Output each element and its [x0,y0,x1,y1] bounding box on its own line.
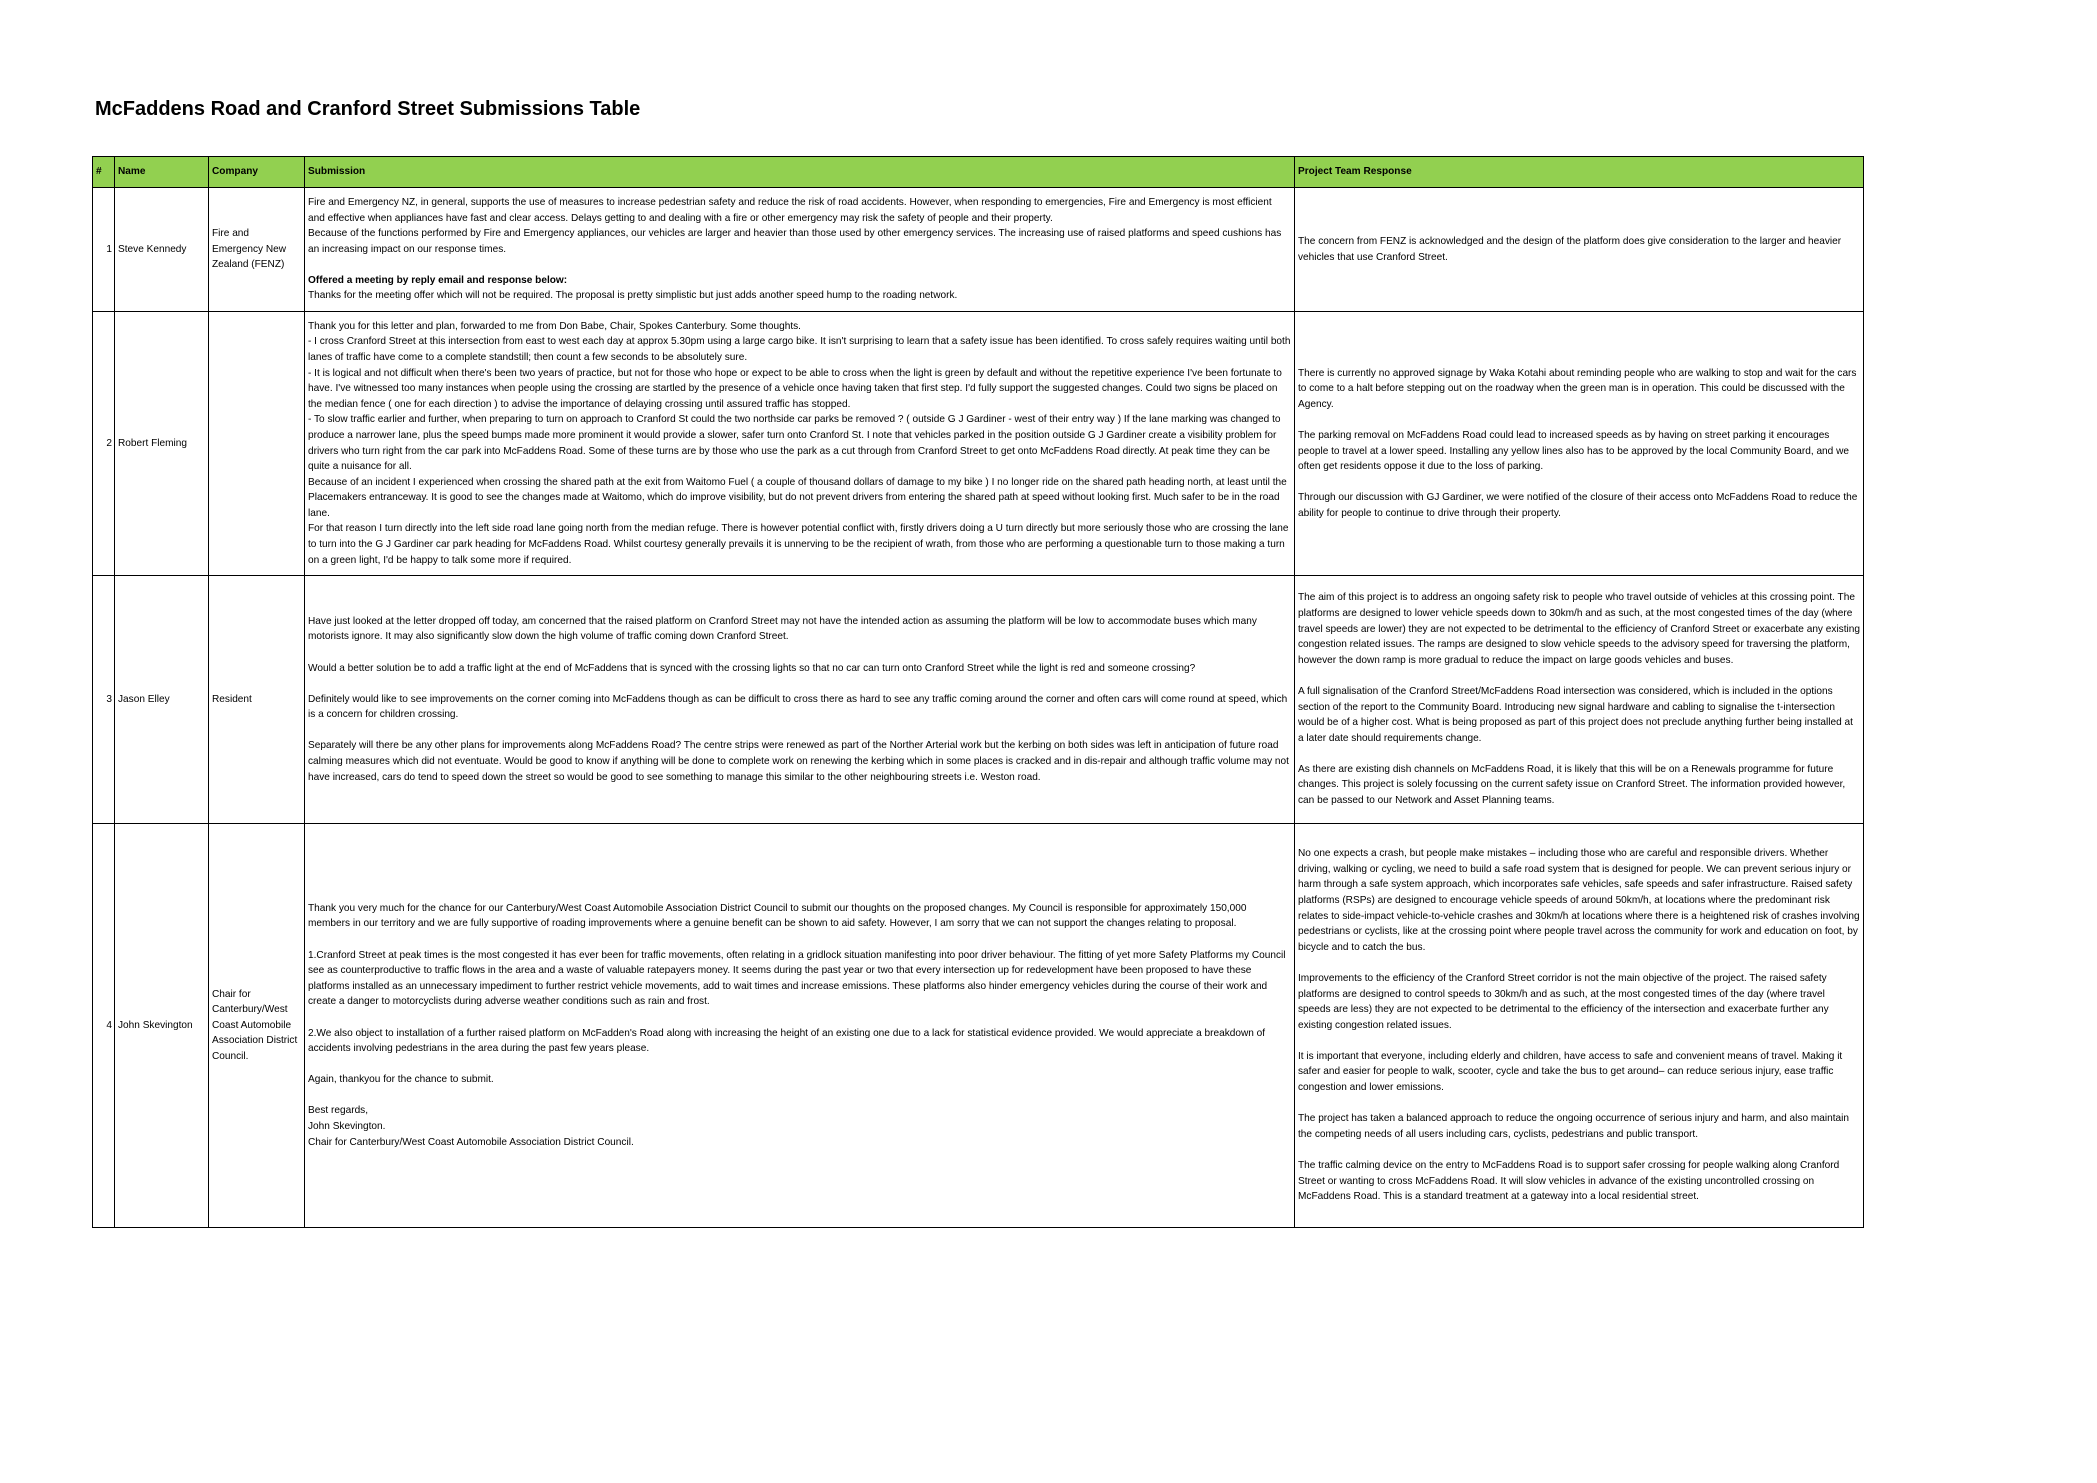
header-company: Company [209,157,305,188]
submission-paragraph: 2.We also object to installation of a further raised platform on McFadden's Road along with increasing the height of an existing one due to a lack for statistical evidence provided. We would appreciate a breakdown of accidents involving pedestrians in the area during the past few years please. [308,1027,1266,1055]
submission-paragraph: Offered a meeting by reply email and response below: [308,274,568,286]
submission-paragraph: 1.Cranford Street at peak times is the most congested it has ever been for traffic movements, often relating in a gridlock situation manifesting into poor driver behaviour. The fitting of yet more Safety Platforms my Council see as counterproductive to traffic flows in the area and a waste of valuable ratepayers money. It seems during the past year or two that every intersection up for redevelopment have been proposed to have these platforms installed as an unnecessary impediment to further restrict vehicle movements, add to wait times and increase emissions. These platforms also hinder emergency vehicles during the course of their work and create a danger to motorcyclists during adverse weather conditions such as rain and frost. [308,949,1286,1008]
submission-paragraph: Because of the functions performed by Fire and Emergency appliances, our vehicles are larger and heavier than those used by other emergency services. The increasing use of raised platforms and speed cushions has an increasing impact on our response times. [308,228,1282,255]
submitter-company: Resident [209,576,305,824]
response-paragraph: It is important that everyone, including elderly and children, have access to safe and convenient means of travel. Making it safer and easier for people to walk, scooter, cycle and take the bus to get around– can reduce serious injury, ease traffic congestion and lower emissions. [1298,1050,1843,1094]
submission-paragraph: For that reason I turn directly into the left side road lane going north from the median refuge. There is however potential conflict with, firstly drivers doing a U turn directly but more seriously those who are crossing the lane to turn into the G J Gardiner car park heading for McFaddens Road. Whilst courtesy generally prevails it is unnerving to be the recipient of wrath, from those who are performing a questionable turn to those making a turn on a green light, I'd be happy to talk some more if required. [308,523,1289,566]
response-paragraph: A full signalisation of the Cranford Street/McFaddens Road intersection was considered, which is included in the options section of the report to the Community Board. Introducing new signal hardware and cabling to signalise the t-intersection would be of a higher cost. What is being proposed as part of this project does not preclude anything further being installed at a later date should requirements change. [1298,685,1853,744]
submitter-company: Chair for Canterbury/West Coast Automobile Association District Council. [209,824,305,1228]
header-name: Name [115,157,209,188]
row-number: 3 [93,576,115,824]
submitter-company [209,312,305,576]
response-paragraph: The traffic calming device on the entry to McFaddens Road is to support safer crossing for people walking along Cranford Street or wanting to cross McFaddens Road. It will slow vehicles in advance of the existing uncontrolled crossing on McFaddens Road. This is a standard treatment at a gateway into a local residential street. [1298,1160,1840,1203]
response-text [1295,576,1864,824]
response-paragraph: There is currently no approved signage by Waka Kotahi about reminding people who are walking to stop and wait for the cars to come to a halt before stepping out on the roadway when the green man is in operation. This could be discussed with the Agency. [1298,367,1857,410]
document-title: McFaddens Road and Cranford Street Submissions Table [95,98,641,120]
submission-paragraph: Fire and Emergency NZ, in general, supports the use of measures to increase pedestrian safety and reduce the risk of road accidents. However, when responding to emergencies, Fire and Emergency is most efficient and effective when appliances have fast and clear access. Delays getting to and dealing with a fire or other emergency may risk the safety of people and their property. [308,196,1272,224]
response-paragraph: The concern from FENZ is acknowledged and the design of the platform does give consideration to the larger and heavier vehicles that use Cranford Street. [1298,235,1842,263]
submission-text [305,824,1295,1228]
row-number: 2 [93,312,115,576]
table-row [93,824,1864,1228]
submission-paragraph: Because of an incident I experienced when crossing the shared path at the exit from Waitomo Fuel ( a couple of thousand dollars of damage to my bike ) I no longer ride on the shared path heading north, at least until the Placemakers entranceway. It is good to see the changes made at Waitomo, which do improve visibility, but do not prevent drivers from entering the shared path at speed without looking first. Much safer to be in the road lane. [308,476,1287,519]
response-paragraph: The aim of this project is to address an ongoing safety risk to people who travel outside of vehicles at this crossing point. The platforms are designed to lower vehicle speeds down to 30km/h and as such, at the most congested times of the day (where travel speeds are lower) they are not expected to be detrimental to the efficiency of Cranford Street or exacerbate any existing congestion related issues. The ramps are designed to slow vehicle speeds to the advisory speed for traversing the platform, however the down ramp is more gradual to reduce the impact on large goods vehicles and buses. [1298,592,1861,666]
response-paragraph: Improvements to the efficiency of the Cranford Street corridor is not the main objective of the project. The raised safety platforms are designed to control speeds to 30km/h and as such, at the most congested times of the day (where travel speeds are less) they are not expected to be detrimental to the efficiency of the intersection and exacerbate further any existing congestion related issues. [1298,972,1829,1031]
submission-paragraph: Would a better solution be to add a traffic light at the end of McFaddens that is synced with the crossing lights so that no car can turn onto Cranford Street while the light is red and someone crossing? [308,662,1196,674]
submitter-name: Steve Kennedy [115,188,209,312]
submission-text [305,188,1295,312]
submission-paragraph: - It is logical and not difficult when there's been two years of practice, but not for those who hope or expect to be able to cross when the light is green by default and without the repetitive experience I've been fortunate to have. I've witnessed too many instances when people using the crossing are startled by the presence of a vehicle once having taken that first step. I'd fully support the suggested changes. Could two signs be placed on the median fence ( one for each direction ) to advise the importance of delaying crossing until assured traffic has stopped. [308,367,1282,410]
submission-paragraph: Thank you for this letter and plan, forwarded to me from Don Babe, Chair, Spokes Canterbury. Some thoughts. [308,320,801,332]
row-number: 4 [93,824,115,1228]
submission-paragraph: Separately will there be any other plans for improvements along McFaddens Road? The centre strips were renewed as part of the Norther Arterial work but the kerbing on both sides was left in anticipation of future road calming measures which did not eventuate. Would be good to know if anything will be done to complete work on renewing the kerbing which in some places is cracked and in dis-repair and although traffic volume may not have increased, cars do tend to speed down the street so would be good to see something to manage this similar to the other neighbouring streets i.e. Weston road. [308,740,1289,783]
submissions-table [92,156,1864,1228]
row-number: 1 [93,188,115,312]
response-text [1295,312,1864,576]
submission-paragraph: Chair for Canterbury/West Coast Automobile Association District Council. [308,1136,634,1148]
response-text [1295,824,1864,1228]
header-row [93,157,1864,188]
submission-paragraph: Again, thankyou for the chance to submit. [308,1074,494,1086]
submitter-name: John Skevington [115,824,209,1228]
table-row [93,576,1864,824]
submission-paragraph: - To slow traffic earlier and further, when preparing to turn on approach to Cranford St could the two northside car parks be removed ? ( outside G J Gardiner - west of their entry way ) If the lane marking was changed to produce a narrower lane, plus the speed bumps made more prominent it would provide a slower, safer turn onto Cranford St. I note that vehicles parked in the position outside G J Gardiner create a visibility problem for drivers who turn right from the car park into McFaddens Road. Some of these turns are by those who use the park as a cut through from Cranford Street to get onto McFaddens Road directly. At peak time they can be quite a nuisance for all. [308,414,1281,473]
submitter-company: Fire and Emergency New Zealand (FENZ) [209,188,305,312]
header-number: # [93,157,115,188]
header-submission: Submission [305,157,1295,188]
submission-paragraph: Thank you very much for the chance for our Canterbury/West Coast Automobile Association District Council to submit our thoughts on the proposed changes. My Council is responsible for approximately 150,000 members in our territory and we are fully supportive of roading improvements where a genuine benefit can be shown to aid safety. However, I am sorry that we can not support the changes relating to proposal. [308,902,1247,930]
response-paragraph: Through our discussion with GJ Gardiner, we were notified of the closure of their access onto McFaddens Road to reduce the ability for people to continue to drive through their property. [1298,492,1858,519]
response-paragraph: The project has taken a balanced approach to reduce the ongoing occurrence of serious injury and harm, and also maintain the competing needs of all users including cars, cyclists, pedestrians and public transport. [1298,1113,1850,1140]
submission-paragraph: - I cross Cranford Street at this intersection from east to west each day at approx 5.30pm using a large cargo bike. It isn't surprising to learn that a safety issue has been identified. To cross safely requires waiting until both lanes of traffic have come to a complete standstill; then count a few seconds to be absolutely sure. [308,336,1291,363]
response-paragraph: No one expects a crash, but people make mistakes – including those who are careful and responsible drivers. Whether driving, walking or cycling, we need to build a safe road system that is designed for people. We can prevent serious injury or harm through a safe system approach, which incorporates safe vehicles, safe speeds and safer infrastructure. Raised safety platforms (RSPs) are designed to encourage vehicle speeds of around 50km/h, at locations where the predominant risk relates to side-impact vehicle-to-vehicle crashes and 30km/h at locations where there is a heightened risk of crashes involving pedestrians or cyclists, like at the crossing point where people travel across the community for work and education on foot, by bicycle and to catch the bus. [1298,848,1860,953]
submitter-name: Jason Elley [115,576,209,824]
response-paragraph: The parking removal on McFaddens Road could lead to increased speeds as by having on street parking it encourages people to travel at a lower speed. Installing any yellow lines also has to be approved by the local Community Board, and we often get residents oppose it due to the loss of parking. [1298,429,1849,473]
submission-paragraph: Have just looked at the letter dropped off today, am concerned that the raised platform on Cranford Street may not have the intended action as assuming the platform will be low to accommodate buses which many motorists ignore. It may also significantly slow down the high volume of traffic coming down Cranford Street. [308,615,1257,643]
response-paragraph: As there are existing dish channels on McFaddens Road, it is likely that this will be on a Renewals programme for future changes. This project is solely focussing on the current safety issue on Cranford Street. The information provided however, can be passed to our Network and Asset Planning teams. [1298,763,1846,807]
submission-text [305,312,1295,576]
response-text [1295,188,1864,312]
submitter-name: Robert Fleming [115,312,209,576]
submission-paragraph: Definitely would like to see improvements on the corner coming into McFaddens though as can be difficult to cross there as hard to see any traffic coming around the corner and often cars will come round at speed, which is a concern for children crossing. [308,693,1288,721]
submission-paragraph: John Skevington. [308,1121,386,1133]
table-row [93,312,1864,576]
submission-paragraph: Thanks for the meeting offer which will not be required. The proposal is pretty simplistic but just adds another speed hump to the roading network. [308,290,958,302]
header-response: Project Team Response [1295,157,1864,188]
submission-paragraph: Best regards, [308,1105,369,1117]
table-row [93,188,1864,312]
submission-text [305,576,1295,824]
